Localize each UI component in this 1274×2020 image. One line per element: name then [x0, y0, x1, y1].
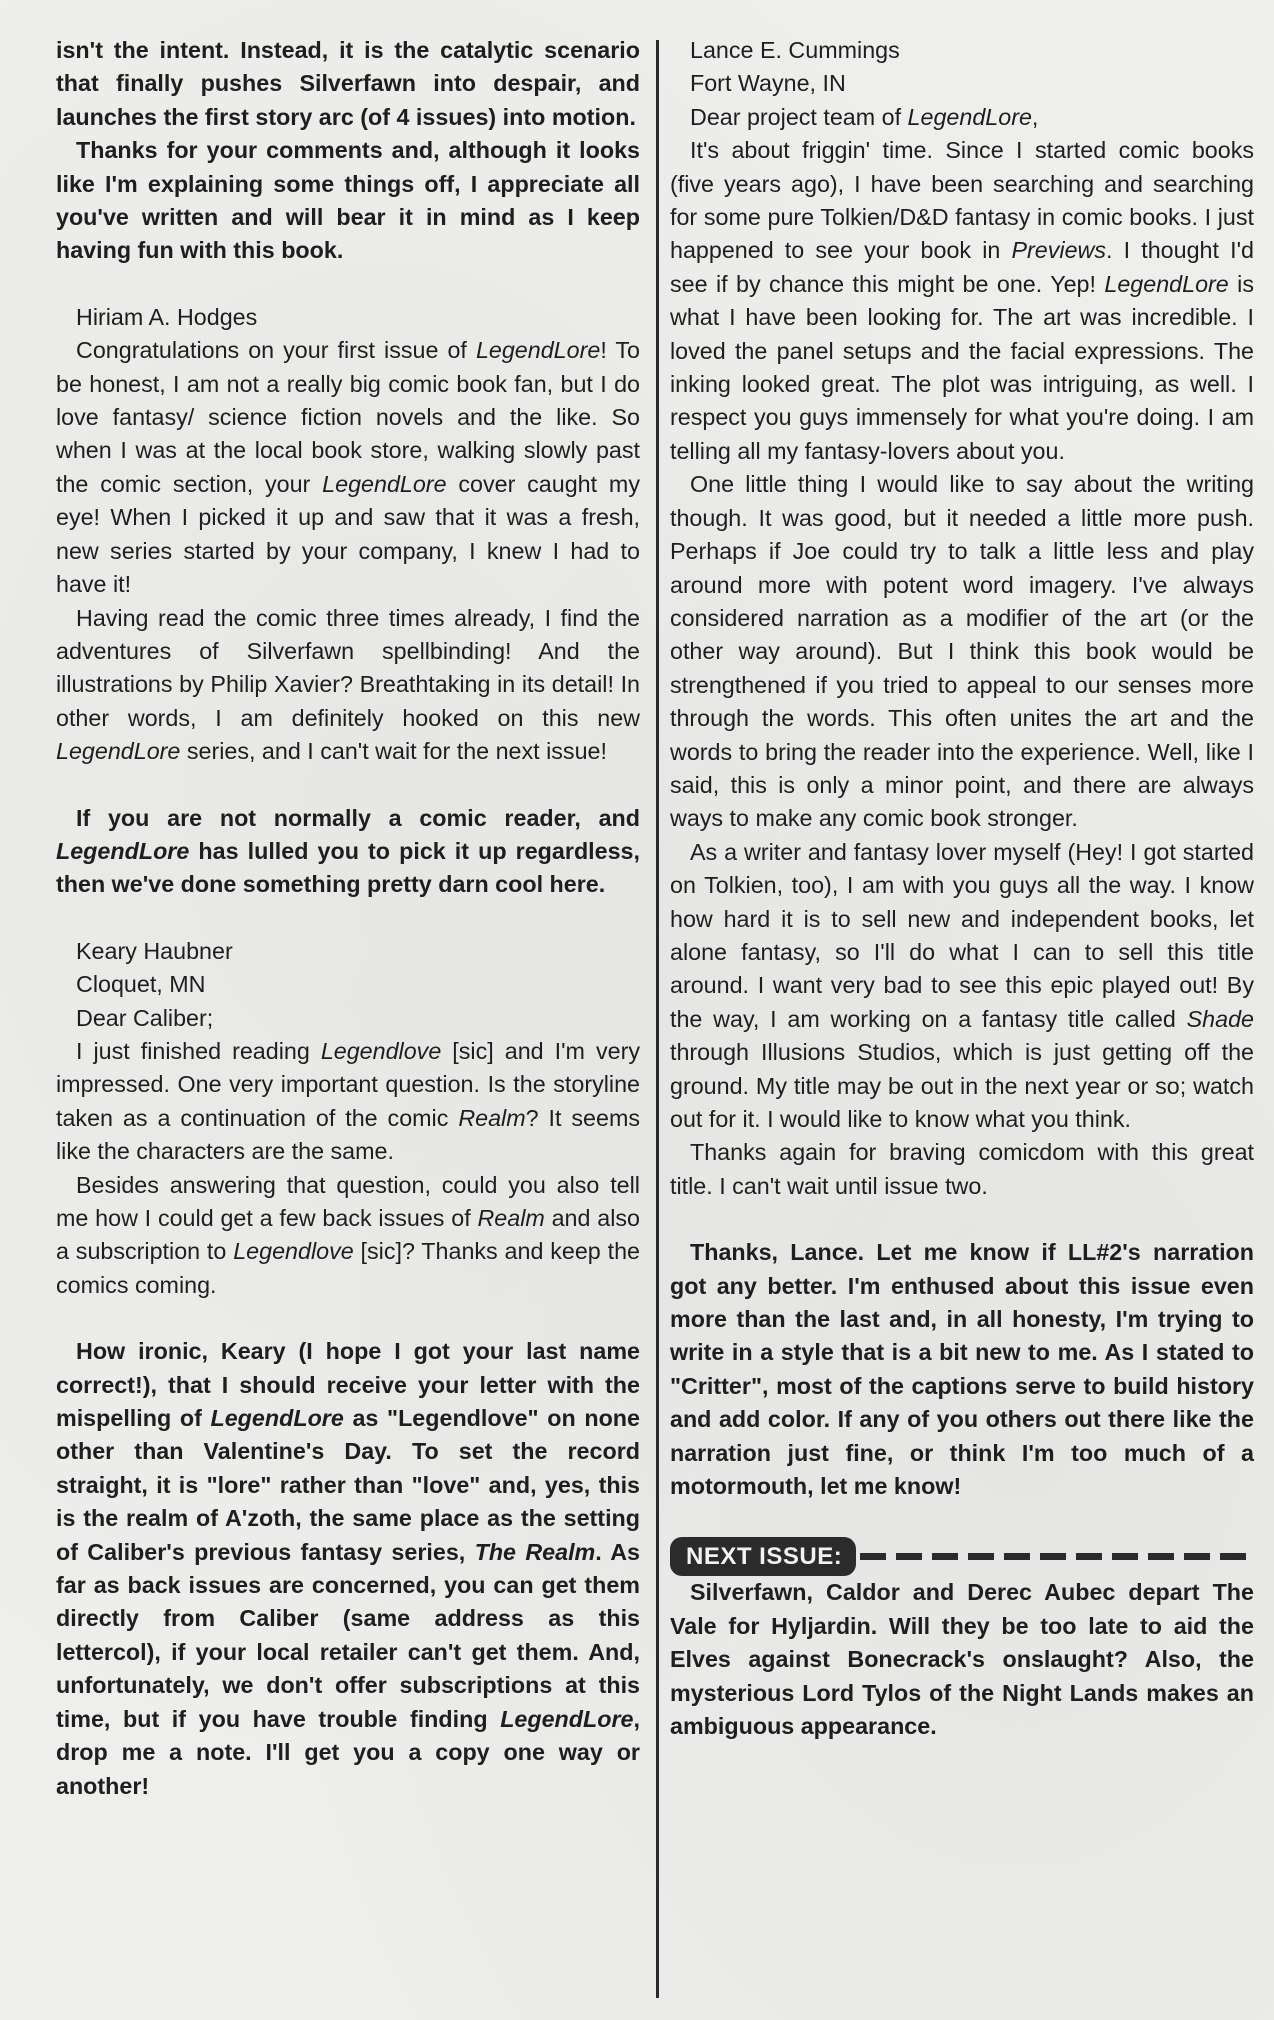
letter-header-line — [56, 1002, 640, 1035]
letter-header-line — [56, 935, 640, 968]
text-run: Thanks again for braving comicdom with this great title. I can't wait until issue two. — [670, 1139, 1254, 1199]
text-run: [sic] and I'm very impressed. One very important question. Is the storyline taken as a continuation of the comic — [56, 1037, 640, 1131]
dashed-rule — [860, 1553, 1254, 1560]
text-run: [sic]? Thanks and keep the comics coming. — [56, 1238, 640, 1298]
text-run: Thanks for your comments and, although it looks like I'm explaining some things off, I appreciate all you've written and will bear it in mind as I keep having fun with this book. — [56, 137, 640, 264]
text-run: . As far as back issues are concerned, you can get them directly from Caliber (same address as this lettercol), if your local retailer can't get them. And, unfortunately, we don't offer subscriptions at this time, but if you have trouble finding — [56, 1538, 640, 1732]
text-run: isn't the intent. Instead, it is the catalytic scenario that finally pushes Silverfawn into despair, and launches the first story arc (of 4 issues) into motion. — [56, 37, 640, 130]
editor-response — [56, 802, 640, 902]
title-italic: Previews — [1011, 237, 1107, 264]
text-run: Thanks, Lance. Let me know if LL#2's narration got any better. I'm enthused about this issue even more than the last and, in all honesty, I'm trying to write in a style that is a bit new to me. As I stated to "Critter", most of the captions serve to build history and add color. If any of you others out there like the narration just fine, or think I'm too much of a motormouth, let me know! — [670, 1239, 1254, 1500]
letter-paragraph — [670, 836, 1254, 1137]
text-run: Congratulations on your first issue of — [76, 337, 476, 364]
text-run: It's about friggin' time. Since I started comic books (five years ago), I have been searching and searching for some pure Tolkien/D&D fantasy in comic books. I just happened to see your book in — [670, 137, 1254, 264]
section-gap — [56, 1302, 640, 1335]
text-run: I just finished reading — [76, 1037, 321, 1064]
section-gap — [56, 769, 640, 802]
letter-paragraph — [670, 134, 1254, 468]
text-run: has lulled you to pick it up regardless, then we've done something pretty darn cool here. — [56, 837, 640, 898]
title-italic: LegendLore — [500, 1705, 634, 1732]
title-italic: LegendLore — [56, 837, 190, 864]
text-run: as "Legendlove" on none other than Valentine's Day. To set the record straight, it is "lore" rather than "love" and, yes, this is the realm of A'zoth, the same place as the setting of Caliber's previous fantasy series, — [56, 1405, 640, 1565]
letter-paragraph — [56, 334, 640, 601]
title-italic: LegendLore — [907, 103, 1032, 130]
text-run: How ironic, Keary (I hope I got your last name correct!), that I should receive your letter with the mispelling of — [56, 1338, 640, 1432]
letters-column-right — [670, 34, 1254, 1744]
letter-paragraph — [56, 602, 640, 769]
text-run: Keary Haubner — [76, 937, 233, 964]
title-italic: LegendLore — [56, 738, 181, 765]
text-run: ! To be honest, I am not a really big comic book fan, but I do love fantasy/ science fiction novels and the like. So when I was at the local book store, walking slowly past the comic section, your — [56, 337, 640, 497]
title-italic: The Realm — [474, 1538, 596, 1565]
letter-paragraph — [670, 468, 1254, 835]
text-run: Fort Wayne, IN — [690, 70, 846, 97]
section-gap — [56, 268, 640, 301]
title-italic: Shade — [1186, 1005, 1254, 1032]
column-divider — [656, 40, 659, 1998]
title-italic: Realm — [458, 1104, 526, 1131]
letter-header-line — [670, 101, 1254, 134]
text-run: Dear project team of — [690, 103, 908, 130]
text-run: Lance E. Cummings — [690, 37, 900, 63]
text-run: series, and I can't wait for the next issue! — [180, 738, 607, 765]
next-issue-badge: NEXT ISSUE: — [670, 1537, 856, 1576]
editor-response — [56, 1335, 640, 1803]
letter-paragraph — [56, 1169, 640, 1303]
text-run: If you are not normally a comic reader, and — [76, 804, 640, 831]
editor-response — [56, 134, 640, 268]
text-run: through Illusions Studios, which is just getting off the ground. My title may be out in the next year or so; watch out for it. I would like to know what you think. — [670, 1039, 1254, 1132]
text-run: As a writer and fantasy lover myself (Hey! I got started on Tolkien, too), I am with you guys all the way. I know how hard it is to sell new and independent books, let alone fantasy, so I'll do what I can to sell this title around. I want very bad to see this epic played out! By the way, I am working on a fantasy title called — [670, 838, 1254, 1032]
letter-header-line — [56, 301, 640, 334]
text-run: . I thought I'd see if by chance this might be one. Yep! — [670, 237, 1255, 297]
letter-header-line — [56, 968, 640, 1001]
text-run: One little thing I would like to say about the writing though. It was good, but it needed a little more push. Perhaps if Joe could try to talk a little less and play around more with potent word imagery. I've always considered narration as a modifier of the art (or the other way around). But I think this book would be strengthened if you tried to appeal to our senses more through the words. This often unites the art and the words to bring the reader into the experience. Well, like I said, this is only a minor point, and there are always ways to make any comic book stronger. — [670, 471, 1254, 832]
title-italic: LegendLore — [210, 1405, 344, 1432]
text-run: ? It seems like the characters are the same. — [56, 1104, 641, 1165]
title-italic: Realm — [477, 1205, 545, 1231]
text-run: Cloquet, MN — [76, 971, 206, 998]
letter-paragraph — [56, 1035, 640, 1169]
editor-response — [56, 34, 640, 134]
text-run: , — [1031, 103, 1039, 130]
next-issue-header — [670, 1536, 1254, 1576]
text-run: Dear Caliber; — [76, 1004, 214, 1031]
text-run: Silverfawn, Caldor and Derec Aubec depart The Vale for Hyljardin. Will they be too late to aid the Elves against Bonecrack's onslaught? Also, the mysterious Lord Tylos of the Night Lands makes an ambiguous appearance. — [670, 1579, 1254, 1740]
letter-header-line — [670, 34, 1254, 67]
text-run: , drop me a note. I'll get you a copy one way or another! — [56, 1705, 640, 1799]
editor-response — [670, 1236, 1254, 1503]
title-italic: LegendLore — [475, 337, 601, 364]
title-italic: LegendLore — [1104, 270, 1229, 297]
section-gap — [56, 902, 640, 935]
text-run: Besides answering that question, could you also tell me how I could get a few back issues of — [56, 1171, 640, 1231]
letter-header-line — [670, 67, 1254, 100]
title-italic: Legendlove — [233, 1238, 354, 1265]
text-run: is what I have been looking for. The art was incredible. I loved the panel setups and the facial expressions. The inking looked great. The plot was intriguing, as well. I respect you guys immensely for what you're doing. I am telling all my fantasy-lovers about you. — [670, 270, 1254, 464]
title-italic: Legendlove — [320, 1037, 442, 1064]
editor-response — [670, 1576, 1254, 1743]
title-italic: LegendLore — [322, 470, 447, 497]
section-gap — [670, 1203, 1254, 1236]
section-gap — [670, 1503, 1254, 1536]
text-run: Hiriam A. Hodges — [76, 303, 258, 330]
text-run: cover caught my eye! When I picked it up and saw that it was a fresh, new series started by your company, I knew I had to have it! — [56, 470, 640, 598]
letters-column-left — [56, 34, 640, 1803]
text-run: and also a subscription to — [56, 1205, 640, 1265]
letter-paragraph — [670, 1136, 1254, 1203]
text-run: Having read the comic three times already, I find the adventures of Silverfawn spellbinding! And the illustrations by Philip Xavier? Breathtaking in its detail! In other words, I am definitely hooked on this new — [56, 604, 640, 731]
